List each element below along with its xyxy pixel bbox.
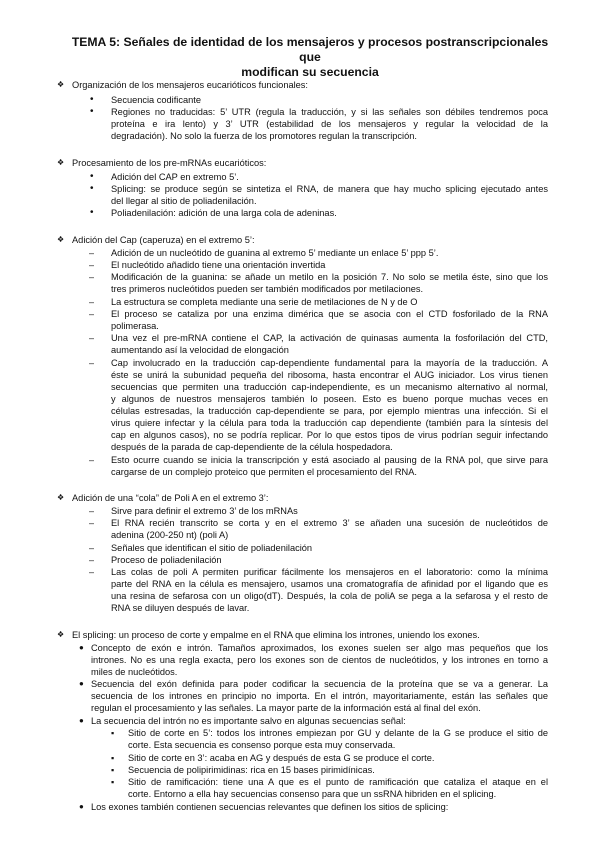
text-line: Sirve para definir el extremo 3’ de los mRNAs xyxy=(111,506,298,516)
text-line: aumentando así la velocidad de elongación xyxy=(111,345,289,355)
text-line: Secuencia de polipirimidinas: rica en 15 bases pirimidínicas. xyxy=(128,765,375,775)
dash-bullet-icon: – xyxy=(89,543,95,553)
dash-bullet-icon: – xyxy=(89,518,95,528)
diamond-bullet-icon: ❖ xyxy=(57,80,65,89)
text-line: Secuencia codificante xyxy=(111,95,201,105)
text-line: La secuencia del intrón no es importante salvo en algunas secuencias señal: xyxy=(91,716,406,726)
text-line: corte. Entorno a ella hay secuencias consenso para que un ssRNA hibriden en el splicing. xyxy=(128,789,497,799)
dash-bullet-icon: – xyxy=(89,272,95,282)
text-line: secuencia de los intrones en principio no importa. En el intrón, mayoritariamente, están las señales que xyxy=(91,691,548,701)
text-line: Señales que identifican el sitio de poliadenilación xyxy=(111,543,313,553)
text-line: Adición del Cap (caperuza) en el extremo 5’: xyxy=(72,235,255,245)
text-line: Cap involucrado en la traducción cap-dependiente fundamental para la mayoría de la traducción. A xyxy=(111,358,548,368)
dash-bullet-icon: – xyxy=(89,567,95,577)
dash-bullet-icon: – xyxy=(89,506,95,516)
text-line: Sitio de corte en 3’: acaba en AG y después de esta G se produce el corte. xyxy=(128,753,435,763)
text-line: corte. Esta secuencia es consenso porque esta muy conservada. xyxy=(128,740,396,750)
text-line: La estructura se completa mediante una serie de metilaciones de N y de O xyxy=(111,297,418,307)
text-line: Esto ocurre cuando se inicia la transcripción y está asociado al pausing de la RNA pol, que sirve para xyxy=(111,455,548,465)
text-line: RNA se diluyen después de lavar. xyxy=(111,603,250,613)
circle-bullet-icon: ● xyxy=(79,643,84,652)
dash-bullet-icon: – xyxy=(89,333,95,343)
dot-bullet-icon: • xyxy=(90,183,94,194)
dash-bullet-icon: – xyxy=(89,248,95,258)
text-line: Regiones no traducidas: 5’ UTR (regula la traducción, y si las señales son débiles tendremos poca xyxy=(111,107,548,117)
text-line: adenina (200-250 nt) (poli A) xyxy=(111,530,229,540)
text-line: Secuencia del exón definida para poder codificar la secuencia de la proteína que se va a generar. La xyxy=(91,679,548,689)
dash-bullet-icon: – xyxy=(89,455,95,465)
circle-bullet-icon: ● xyxy=(79,802,84,811)
text-line: miles de nucleótidos. xyxy=(91,667,178,677)
text-line: Concepto de exón e intrón. Tamaños aproximados, los exones suelen ser algo mas pequeños que los xyxy=(91,643,548,653)
circle-bullet-icon: ● xyxy=(79,679,84,688)
square-bullet-icon: ▪ xyxy=(111,765,115,775)
title-line-1: TEMA 5: Señales de identidad de los mensajeros y procesos postranscripcionales que xyxy=(71,35,549,64)
text-line: Las colas de poli A permiten purificar fácilmente los mensajeros en el laboratorio: como la mínima xyxy=(111,567,548,577)
text-line: Los exones también contienen secuencias relevantes que definen los sitios de splicing: xyxy=(91,802,449,812)
text-line: regulan el procesamiento y las señales. La mayor parte de la información está al final del exón. xyxy=(91,703,481,713)
title-line-2: modifican su secuencia xyxy=(241,65,379,79)
text-line: cap en algunos casos), no se podría replicar. Por lo que estos tipos de virus podrían seguir infectando xyxy=(111,430,548,440)
text-line: Procesamiento de los pre-mRNAs eucarióticos: xyxy=(72,158,267,168)
square-bullet-icon: ▪ xyxy=(111,728,115,738)
text-line: y algunos de nuestros mensajeros también lo poseen. Esto es bueno porque muchas veces en xyxy=(111,394,548,404)
text-line: degradación). No solo la fuerza de los promotores regulan la transcripción. xyxy=(111,131,417,141)
text-line: Sitio de ramificación: tiene una A que es el punto de ramificación que cataliza el ataque en el xyxy=(128,777,548,787)
diamond-bullet-icon: ❖ xyxy=(57,630,65,639)
text-line: después de la parada de cap-dependiente de la célula hospedadora. xyxy=(111,442,393,452)
dot-bullet-icon: • xyxy=(90,171,94,182)
dash-bullet-icon: – xyxy=(89,260,95,270)
square-bullet-icon: ▪ xyxy=(111,753,115,763)
dot-bullet-icon: • xyxy=(90,207,94,218)
text-line: Proceso de poliadenilación xyxy=(111,555,222,565)
text-line: Adición de una “cola” de Poli A en el extremo 3’: xyxy=(72,493,269,503)
text-line: Sitio de corte en 5’: todos los intrones empiezan por GU y delante de la G se produce el sitio de xyxy=(128,728,548,738)
text-line: Poliadenilación: adición de una larga cola de adeninas. xyxy=(111,208,337,218)
square-bullet-icon: ▪ xyxy=(111,777,115,787)
text-line: El proceso se cataliza por una enzima dimérica que se asocia con el CTD fosforilado de la RNA xyxy=(111,309,548,319)
text-line: proteína e ira lento) y 3’ UTR (estabilidad de los mensajeros y regular la velocidad de la xyxy=(111,119,548,129)
text-line: secuencias que permiten una traducción cap-independiente, es un mecanismo alternativo al normal, xyxy=(111,382,548,392)
text-line: Adición del CAP en extremo 5’. xyxy=(111,172,239,182)
text-line: intrones. No es una regla exacta, pero los exones son de cientos de nucleótidos, y los intrones en torno a xyxy=(91,655,548,665)
diamond-bullet-icon: ❖ xyxy=(57,158,65,167)
dot-bullet-icon: • xyxy=(90,94,94,105)
text-line: cargarse de un complejo proteico que permiten el procesamiento del RNA. xyxy=(111,467,417,477)
dash-bullet-icon: – xyxy=(89,358,95,368)
text-line: virus quiere infectar y la célula para toda la traducción cap dependiente (también para la síntesis del xyxy=(111,418,548,428)
diamond-bullet-icon: ❖ xyxy=(57,493,65,502)
text-line: Splicing: se produce según se sintetiza el RNA, de manera que hay mucho splicing ejecutado antes xyxy=(111,184,548,194)
text-line: Adición de un nucleótido de guanina al extremo 5’ mediante un enlace 5’ ppp 5’. xyxy=(111,248,439,258)
diamond-bullet-icon: ❖ xyxy=(57,235,65,244)
text-line: parte del RNA en la célula es mensajero, usamos una cromatografía de afinidad por el ligando que es xyxy=(111,579,548,589)
text-line: Organización de los mensajeros eucarióticos funcionales: xyxy=(72,80,309,90)
text-line: Una vez el pre-mRNA contiene el CAP, la activación de quinasas aumenta la fosforilación del CTD, xyxy=(111,333,548,343)
text-line: Modificación de la guanina: se añade un metilo en la posición 7. No solo se metila éste, sino que los xyxy=(111,272,548,282)
circle-bullet-icon: ● xyxy=(79,716,84,725)
text-line: una resina de sefarosa con un oligo(dT). Después, la cola de poliA se pega a la sefarosa y el resto de xyxy=(111,591,548,601)
dash-bullet-icon: – xyxy=(89,555,95,565)
text-line: éste se unirá la subunidad pequeña del ribosoma, hasta encontrar el AUG iniciador. Los virus tienen xyxy=(111,370,548,380)
text-line: del llegar al sitio de poliadenilación. xyxy=(111,196,257,206)
dash-bullet-icon: – xyxy=(89,309,95,319)
text-line: células estresadas, la traducción cap-dependiente se para, por ejemplo mientras una infección. Si el xyxy=(111,406,548,416)
text-line: El nucleótido añadido tiene una orientación invertida xyxy=(111,260,326,270)
text-line: tres primeros nucleótidos pueden ser también modificados por metilaciones. xyxy=(111,284,424,294)
text-line: El splicing: un proceso de corte y empalme en el RNA que elimina los intrones, uniendo los exones. xyxy=(72,630,480,640)
text-line: El RNA recién transcrito se corta y en el extremo 3’ se añaden una sucesión de nucleótidos de xyxy=(111,518,548,528)
text-line: polimerasa. xyxy=(111,321,159,331)
dot-bullet-icon: • xyxy=(90,106,94,117)
dash-bullet-icon: – xyxy=(89,297,95,307)
